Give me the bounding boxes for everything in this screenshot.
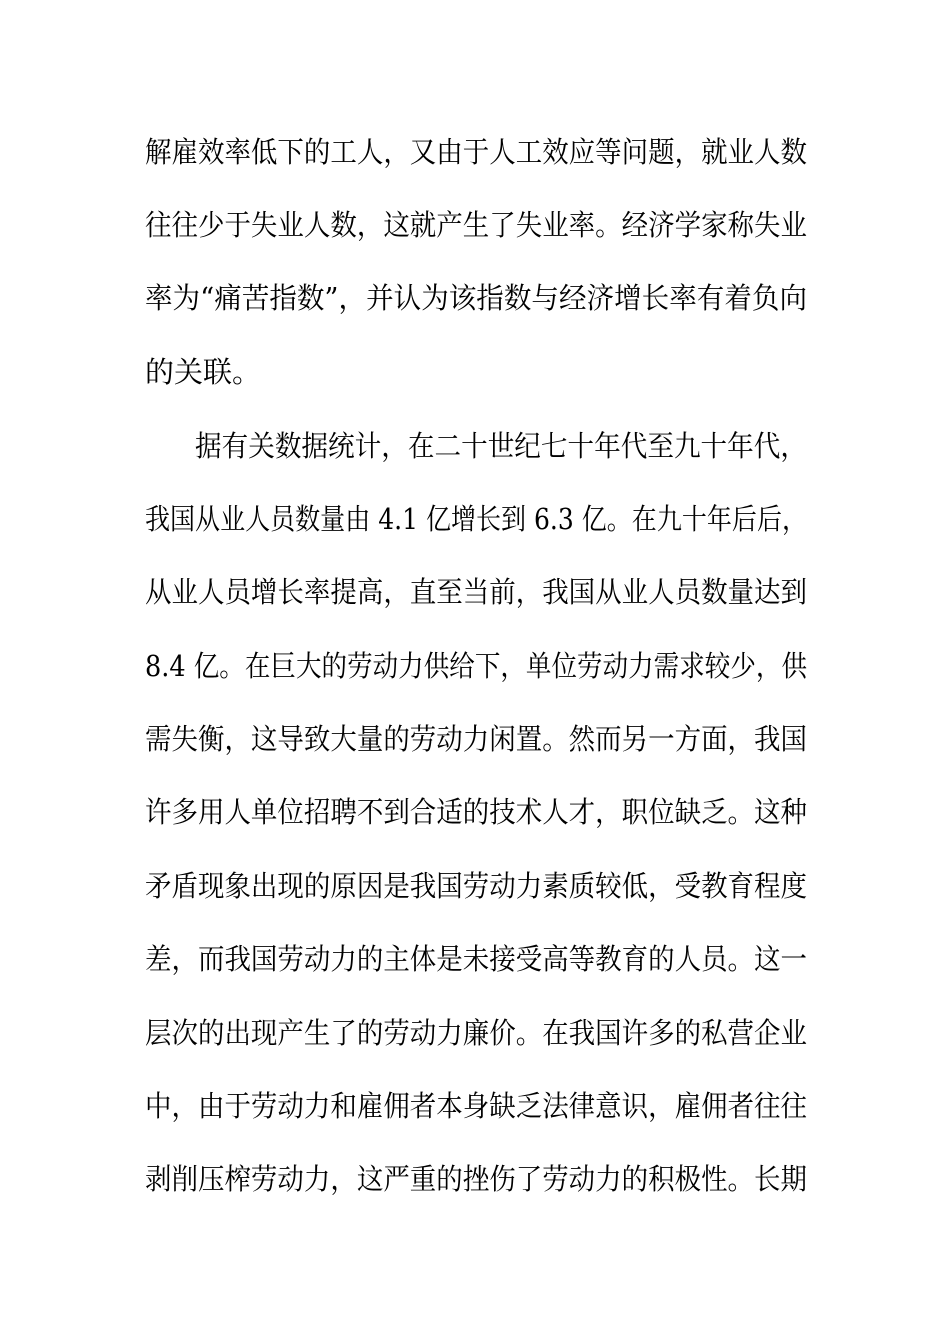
text-line: 我国从业人员数量由 4.1 亿增长到 6.3 亿。在九十年后后， [145, 502, 807, 536]
text-line: 解雇效率低下的工人，又由于人工效应等问题，就业人数 [145, 135, 807, 169]
text-line: 往往少于失业人数，这就产生了失业率。经济学家称失业 [145, 208, 807, 242]
text-line: 层次的出现产生了的劳动力廉价。在我国许多的私营企业 [145, 1016, 807, 1050]
text-line: 中，由于劳动力和雇佣者本身缺乏法律意识，雇佣者往往 [145, 1089, 807, 1123]
text-line: 率为“痛苦指数”，并认为该指数与经济增长率有着负向 [145, 281, 807, 315]
text-line: 的关联。 [145, 355, 262, 389]
text-line: 剥削压榨劳动力，这严重的挫伤了劳动力的积极性。长期 [145, 1162, 807, 1196]
text-line: 从业人员增长率提高，直至当前，我国从业人员数量达到 [145, 575, 807, 609]
text-line: 矛盾现象出现的原因是我国劳动力素质较低，受教育程度 [145, 869, 807, 903]
text-line: 差，而我国劳动力的主体是未接受高等教育的人员。这一 [145, 942, 807, 976]
text-line: 8.4 亿。在巨大的劳动力供给下，单位劳动力需求较少，供 [145, 649, 807, 683]
text-line: 需失衡，这导致大量的劳动力闲置。然而另一方面，我国 [145, 722, 807, 756]
paragraph-first-line: 据有关数据统计，在二十世纪七十年代至九十年代， [195, 429, 807, 463]
text-line: 许多用人单位招聘不到合适的技术人才，职位缺乏。这种 [145, 795, 807, 829]
